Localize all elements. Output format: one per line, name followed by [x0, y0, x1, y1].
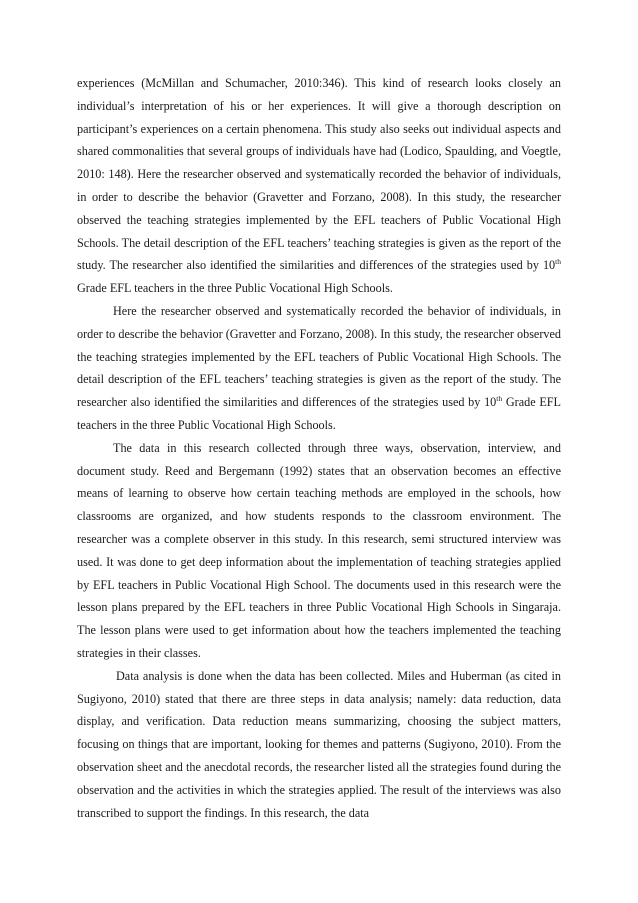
paragraph-2-text-b: Grade EFL teachers in the three Public Vocational High Schools. — [77, 395, 561, 432]
paragraph-2-text-a: Here the researcher observed and systematically recorded the behavior of individuals, in order to describe the behavior (Gravetter and Forzano, 2008). In this study, the researcher observed the teaching strategies implemented by the EFL teachers of Public Vocational High Schools. The detail description of the EFL teachers’ teaching strategies is given as the report of the study. The researcher also identified the similarities and differences of the strategies used by 10 — [77, 303, 561, 410]
paragraph-3-text: The data in this research collected through three ways, observation, interview, and document study. Reed and Bergemann (1992) states that an observation becomes an effective means of learning to observe how certain teaching methods are employed in the schools, how classrooms are organized, and how students responds to the classroom environment. The researcher was a complete observer in this study. In this research, semi structured interview was used. It was done to get deep information about the implementation of teaching strategies applied by EFL teachers in Public Vocational High School. The documents used in this research were the lesson plans prepared by the EFL teachers in three Public Vocational High Schools in Singaraja. The lesson plans were used to get information about how the teachers implemented the teaching strategies in their classes. — [77, 440, 561, 660]
paragraph-1-text-b: Grade EFL teachers in the three Public Vocational High Schools. — [77, 281, 393, 296]
paragraph-2 — [77, 300, 561, 437]
paragraph-4 — [77, 665, 561, 825]
ordinal-superscript: th — [555, 257, 561, 267]
paragraph-4-text: Data analysis is done when the data has been collected. Miles and Huberman (as cited in Sugiyono, 2010) stated that there are three steps in data analysis; namely: data reduction, data display, and verification. Data reduction means summarizing, choosing the subject matters, focusing on things that are important, looking for themes and patterns (Sugiyono, 2010). From the observation sheet and the anecdotal records, the researcher listed all the strategies found during the observation and the activities in which the strategies applied. The result of the interviews was also transcribed to support the findings. In this research, the data — [77, 668, 561, 820]
body-text — [77, 72, 561, 824]
paragraph-3 — [77, 437, 561, 665]
ordinal-superscript: th — [496, 394, 503, 404]
paragraph-1 — [77, 72, 561, 300]
paragraph-1-text-a: experiences (McMillan and Schumacher, 2010:346). This kind of research looks closely an individual’s interpretation of his or her experiences. It will give a thorough description on participant’s experiences on a certain phenomena. This study also seeks out individual aspects and shared commonalities that several groups of individuals have had (Lodico, Spaulding, and Voegtle, 2010: 148). Here the researcher observed and systematically recorded the behavior of individuals, in order to describe the behavior (Gravetter and Forzano, 2008). In this study, the researcher observed the teaching strategies implemented by the EFL teachers of Public Vocational High Schools. The detail description of the EFL teachers’ teaching strategies is given as the report of the study. The researcher also identified the similarities and differences of the strategies used by 10 — [77, 76, 561, 273]
